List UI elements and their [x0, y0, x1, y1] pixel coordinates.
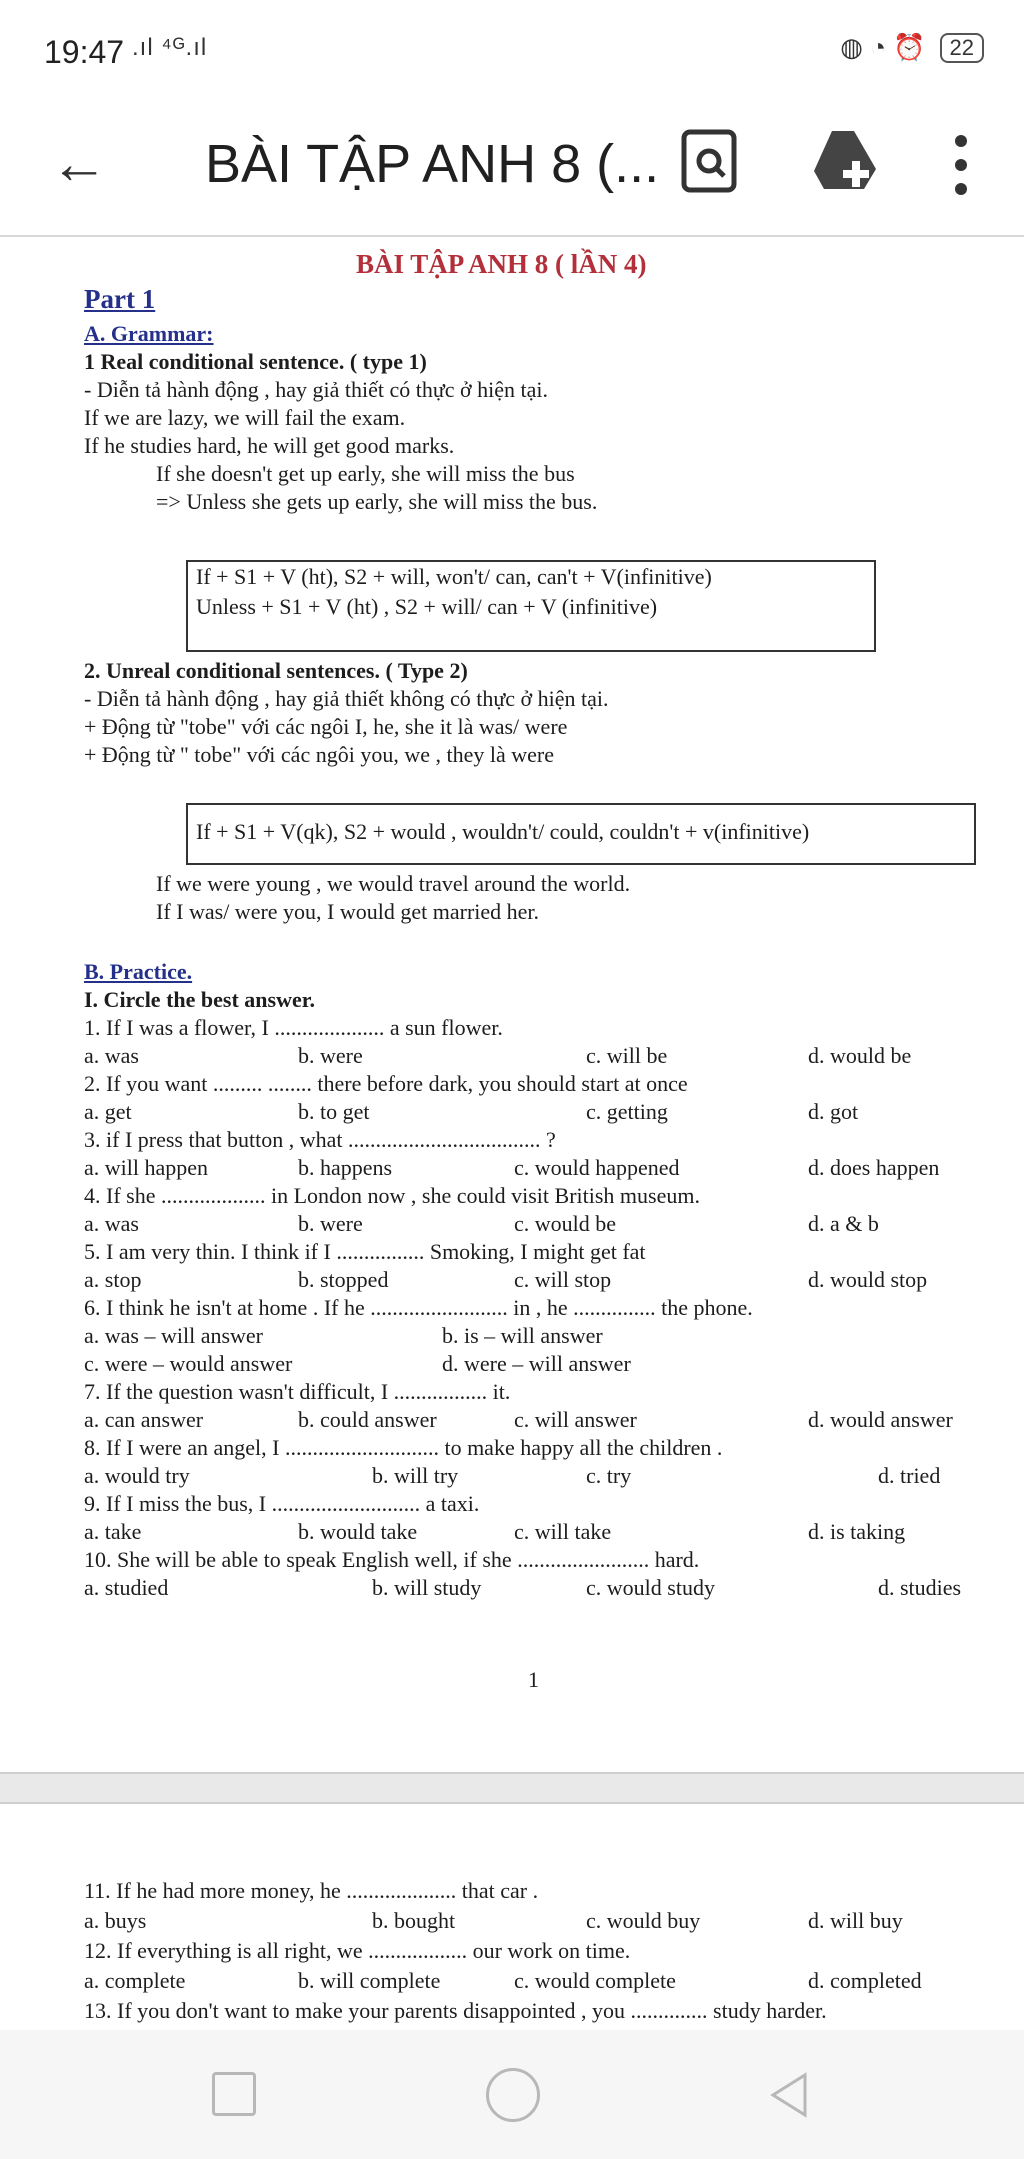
text-line: If we were young , we would travel around the world. [156, 871, 631, 896]
option: a. stop [84, 1267, 142, 1292]
option: a. was [84, 1043, 139, 1068]
question: 11. If he had more money, he .................... that car . [84, 1878, 539, 1903]
battery-icon: 22 [940, 33, 984, 63]
exercise-title: I. Circle the best answer. [84, 987, 315, 1012]
option: d. would stop [808, 1267, 928, 1292]
option: d. were – will answer [442, 1351, 631, 1376]
option: d. completed [808, 1968, 922, 1993]
question: 7. If the question wasn't difficult, I ................. it. [84, 1379, 511, 1404]
option: b. will complete [298, 1968, 441, 1993]
text-line: => Unless she gets up early, she will miss the bus. [156, 489, 598, 514]
option: b. will study [372, 1575, 482, 1600]
option: d. tried [878, 1463, 941, 1488]
status-icons: ◍ ◔ ⏰ [840, 32, 926, 62]
option: b. were [298, 1211, 363, 1236]
question: 9. If I miss the bus, I ........................... a taxi. [84, 1491, 480, 1516]
section-title: 1 Real conditional sentence. ( type 1) [84, 349, 427, 374]
document-page-1 [0, 237, 1024, 1772]
option: c. will answer [514, 1407, 637, 1432]
back-icon[interactable] [765, 2070, 815, 2120]
document-title: BÀI TẬP ANH 8 (... [205, 134, 660, 194]
option: b. to get [298, 1099, 370, 1124]
text-line: If he studies hard, he will get good marks. [84, 433, 455, 458]
add-to-drive-icon[interactable] [810, 127, 880, 193]
option: c. would happened [514, 1155, 680, 1180]
option: c. will be [586, 1043, 668, 1068]
option: c. will take [514, 1519, 612, 1544]
option: b. stopped [298, 1267, 389, 1292]
back-arrow-icon[interactable]: ← [50, 131, 108, 196]
option: d. does happen [808, 1155, 940, 1180]
option: c. getting [586, 1099, 668, 1124]
option: c. would study [586, 1575, 715, 1600]
formula-line: Unless + S1 + V (ht) , S2 + will/ can + V (infinitive) [196, 594, 658, 619]
page-number: 1 [528, 1667, 539, 1692]
question: 3. if I press that button , what ................................... ? [84, 1127, 556, 1152]
option: a. take [84, 1519, 142, 1544]
option: d. is taking [808, 1519, 906, 1544]
question: 8. If I were an angel, I ............................ to make happy all the children . [84, 1435, 723, 1460]
option: b. bought [372, 1908, 456, 1933]
option: d. a & b [808, 1211, 879, 1236]
option: b. were [298, 1043, 363, 1068]
option: b. could answer [298, 1407, 437, 1432]
option: b. is – will answer [442, 1323, 603, 1348]
grammar-label: A. Grammar: [84, 321, 214, 346]
home-icon[interactable] [486, 2068, 540, 2122]
option: b. will try [372, 1463, 459, 1488]
doc-heading: BÀI TẬP ANH 8 ( lẦN 4) [356, 249, 647, 279]
text-line: If she doesn't get up early, she will miss the bus [156, 461, 575, 486]
text-line: If I was/ were you, I would get married her. [156, 899, 540, 924]
option: a. studied [84, 1575, 169, 1600]
formula-box [186, 560, 876, 652]
question: 2. If you want ......... ........ there before dark, you should start at once [84, 1071, 688, 1096]
option: d. studies [878, 1575, 962, 1600]
option: b. would take [298, 1519, 418, 1544]
question: 5. I am very thin. I think if I ................ Smoking, I might get fat [84, 1239, 646, 1264]
navigation-bar [0, 2030, 1024, 2159]
option: c. would buy [586, 1908, 701, 1933]
app-bar [0, 105, 1024, 237]
question: 6. I think he isn't at home . If he ......................... in , he ............... the phone. [84, 1295, 753, 1320]
option: c. try [586, 1463, 632, 1488]
status-time: 19:47 [44, 34, 125, 70]
section-title: 2. Unreal conditional sentences. ( Type 2) [84, 658, 468, 683]
practice-label: B. Practice. [84, 959, 193, 984]
formula-line: If + S1 + V(qk), S2 + would , wouldn't/ could, couldn't + v(infinitive) [196, 819, 810, 844]
text-line: - Diễn tả hành động , hay giả thiết không có thực ở hiện tại. [84, 686, 609, 711]
google-lens-icon[interactable] [680, 128, 738, 194]
question: 1. If I was a flower, I .................... a sun flower. [84, 1015, 503, 1040]
option: c. would complete [514, 1968, 676, 1993]
text-line: If we are lazy, we will fail the exam. [84, 405, 406, 430]
more-options-icon[interactable] [950, 125, 972, 205]
text-line: - Diễn tả hành động , hay giả thiết có thực ở hiện tại. [84, 377, 549, 402]
option: a. buys [84, 1908, 147, 1933]
option: a. was [84, 1211, 139, 1236]
text-line: + Động từ "tobe" với các ngôi I, he, she it là was/ were [84, 714, 568, 739]
option: a. will happen [84, 1155, 209, 1180]
option: d. would be [808, 1043, 912, 1068]
question: 4. If she ................... in London now , she could visit British museum. [84, 1183, 700, 1208]
option: d. will buy [808, 1908, 903, 1933]
signal-icon: .ıl ⁴ᴳ.ıl [132, 34, 208, 61]
option: a. complete [84, 1968, 186, 1993]
option: c. will stop [514, 1267, 612, 1292]
question: 12. If everything is all right, we .................. our work on time. [84, 1938, 631, 1963]
question: 10. She will be able to speak English well, if she ........................ hard. [84, 1547, 700, 1572]
option: d. got [808, 1099, 859, 1124]
part-label: Part 1 [84, 284, 156, 314]
option: a. would try [84, 1463, 190, 1488]
document-page-2 [0, 1800, 1024, 2030]
option: a. get [84, 1099, 132, 1124]
text-line: + Động từ " tobe" với các ngôi you, we , they là were [84, 742, 554, 767]
status-bar [0, 0, 1024, 105]
question: 13. If you don't want to make your parents disappointed , you .............. study harder. [84, 1998, 827, 2023]
formula-box [186, 803, 976, 865]
option: c. would be [514, 1211, 617, 1236]
option: c. were – would answer [84, 1351, 293, 1376]
formula-line: If + S1 + V (ht), S2 + will, won't/ can, can't + V(infinitive) [196, 564, 712, 589]
option: a. was – will answer [84, 1323, 264, 1348]
option: b. happens [298, 1155, 393, 1180]
option: d. would answer [808, 1407, 953, 1432]
option: a. can answer [84, 1407, 204, 1432]
recent-apps-icon[interactable] [212, 2072, 256, 2116]
